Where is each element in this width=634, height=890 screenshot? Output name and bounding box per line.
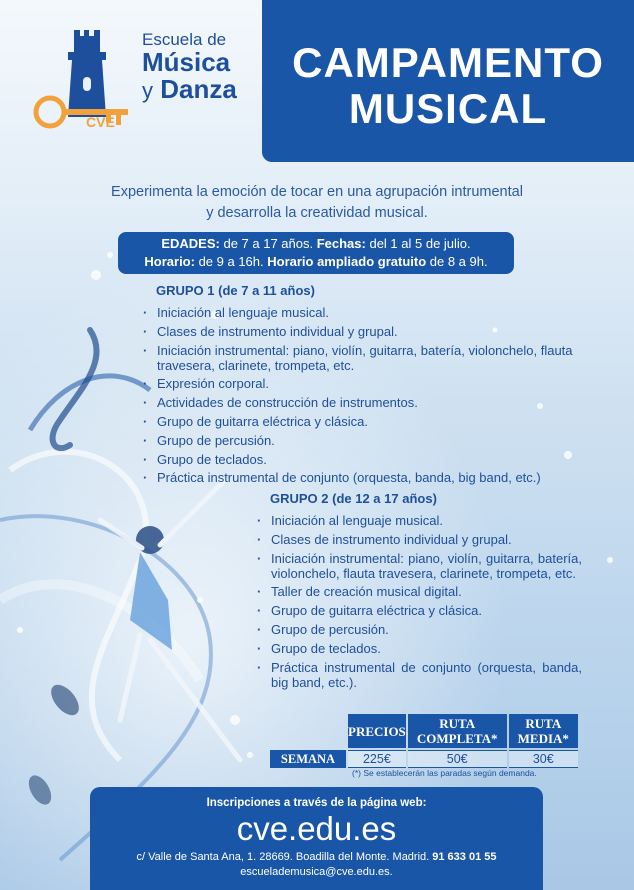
row-semana: SEMANA (270, 750, 346, 768)
edades-value: de 7 a 17 años. (219, 236, 317, 251)
list-item: · Grupo de percusión. (256, 622, 582, 637)
price-header-row (270, 714, 578, 748)
list-item: · Grupo de teclados. (256, 641, 582, 656)
list-item: · Práctica instrumental de conjunto (orquesta, banda, big band, etc.). (256, 660, 582, 690)
grupo-2 (256, 491, 582, 693)
list-item: · Iniciación al lenguaje musical. (142, 305, 612, 320)
title-line-1: CAMPAMENTO (292, 39, 604, 86)
col-ruta-completa: RUTA COMPLETA* (408, 714, 507, 748)
intro-line-2: y desarrolla la creatividad musical. (206, 205, 428, 221)
list-item: · Clases de instrumento individual y grupal. (256, 532, 582, 547)
logo-line-danza (142, 76, 237, 104)
email-link[interactable]: escuelademusica@cve.edu.es. (240, 866, 393, 878)
info-box (118, 232, 514, 274)
address-text: c/ Valle de Santa Ana, 1. 28669. Boadilla del Monte. Madrid. (136, 851, 433, 863)
list-item: · Expresión corporal. (142, 376, 612, 391)
cell-ruta-completa: 50€ (408, 750, 507, 768)
logo-danza: Danza (160, 74, 237, 104)
col-ruta-media: RUTA MEDIA* (509, 714, 578, 748)
list-item: · Iniciación instrumental: piano, violín, guitarra, batería, violonchelo, flauta travesera, clarinete, trompeta, etc. (142, 343, 612, 373)
grupo-1-list (142, 305, 612, 485)
list-item: · Iniciación instrumental: piano, violín, guitarra, batería, violonchelo, flauta travesera, clarinete, trompeta, etc. (256, 551, 582, 581)
horario-value: de 9 a 16h. (194, 254, 268, 269)
fechas-value: del 1 al 5 de julio. (365, 236, 471, 251)
list-item: · Práctica instrumental de conjunto (orquesta, banda, big band, etc.) (142, 470, 612, 485)
intro-line-1: Experimenta la emoción de tocar en una agrupación intrumental (111, 184, 523, 200)
cell-ruta-media: 30€ (509, 750, 578, 768)
list-item: · Grupo de teclados. (142, 452, 612, 467)
info-line-1 (118, 235, 514, 253)
cell-precio: 225€ (348, 750, 406, 768)
price-note: (*) Se establecerán las paradas según demanda. (352, 768, 537, 778)
price-table (268, 712, 580, 770)
phone-number: 91 633 01 55 (432, 851, 497, 863)
logo-line-escuela: Escuela de (142, 30, 227, 49)
grupo-2-list (256, 513, 582, 690)
title-banner (262, 0, 634, 162)
edades-label: EDADES: (161, 236, 220, 251)
list-item: · Taller de creación musical digital. (256, 584, 582, 599)
intro-text (60, 182, 574, 224)
logo-wordmark (142, 30, 237, 104)
footer-address (90, 851, 543, 863)
ampliado-label: Horario ampliado gratuito (267, 254, 427, 269)
logo-line-musica: Música (142, 47, 231, 77)
list-item: · Grupo de guitarra eléctrica y clásica. (256, 603, 582, 618)
fechas-label: Fechas: (316, 236, 366, 251)
horario-label: Horario: (144, 254, 195, 269)
price-header-empty (270, 714, 346, 748)
grupo-1-title: GRUPO 1 (de 7 a 11 años) (156, 283, 315, 298)
footer-box (90, 787, 543, 890)
info-line-2 (118, 253, 514, 271)
list-item: · Actividades de construcción de instrumentos. (142, 395, 612, 410)
website-link[interactable]: cve.edu.es (236, 810, 397, 847)
list-item: · Clases de instrumento individual y grupal. (142, 324, 612, 339)
table-row (270, 750, 578, 768)
footer-label: Inscripciones a través de la página web: (206, 797, 427, 809)
ampliado-value: de 8 a 9h. (426, 254, 488, 269)
list-item: · Grupo de percusión. (142, 433, 612, 448)
grupo-1 (142, 283, 612, 489)
logo-key-text: CVE (86, 114, 115, 130)
list-item: · Iniciación al lenguaje musical. (256, 513, 582, 528)
logo-y: y (142, 78, 153, 103)
col-precios: PRECIOS (348, 714, 406, 748)
list-item: · Grupo de guitarra eléctrica y clásica. (142, 414, 612, 429)
grupo-2-title: GRUPO 2 (de 12 a 17 años) (270, 491, 437, 506)
title-line-2: MUSICAL (348, 85, 548, 132)
